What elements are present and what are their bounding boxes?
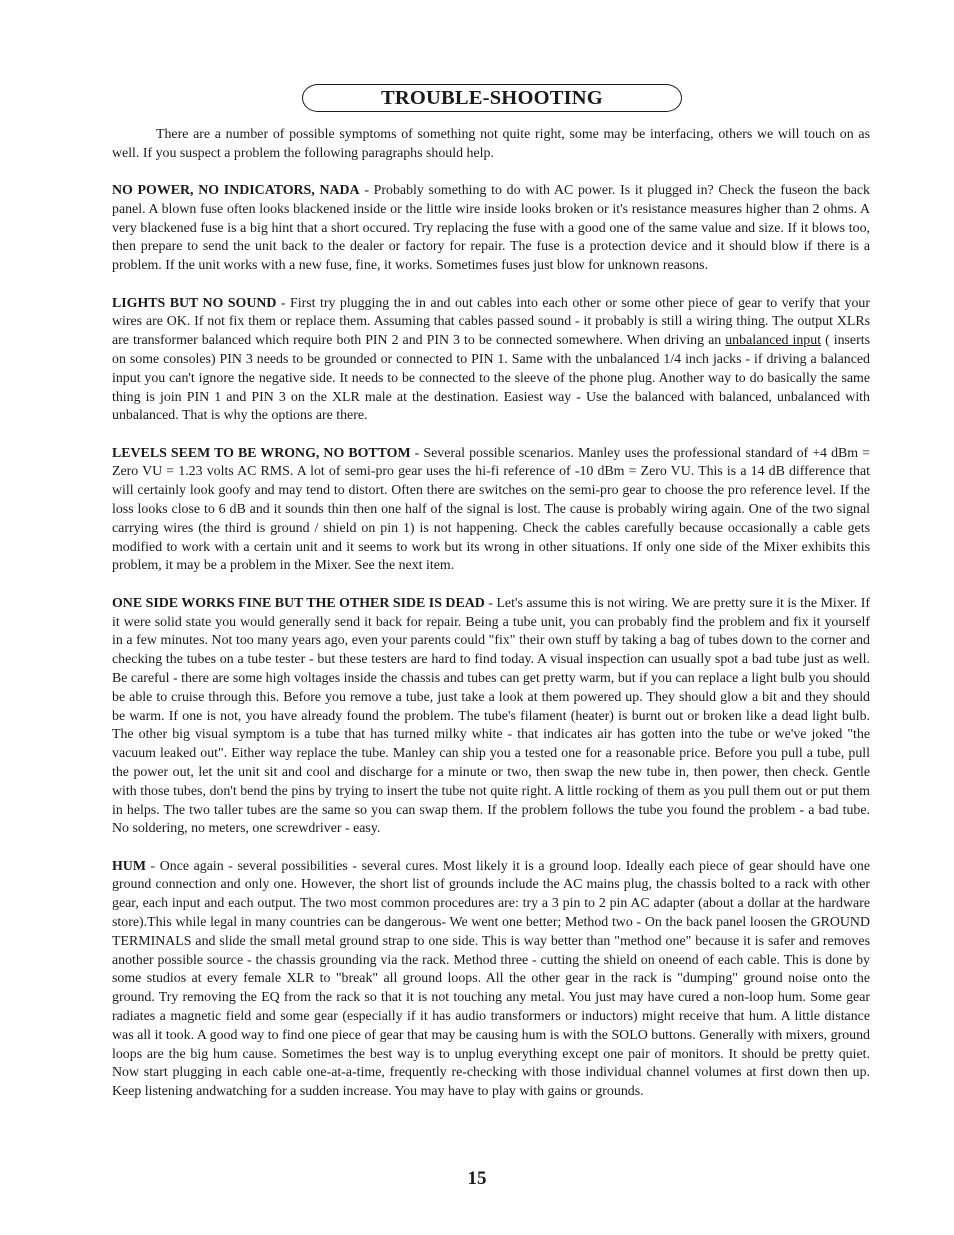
underlined-term: unbalanced input bbox=[725, 333, 822, 349]
section-text: - Once again - several possibilities - several cures. Most likely it is a ground loop. Ideally each piece of gear should have one ground connection and only one. However, the short list of grounds include the AC mains plug, the chassis bolted to a rack with other gear, each input and each output. The two most common procedures are: try a 3 pin to 2 pin AC adapter (about a dollar at the hardware store).This while legal in many countries can be dangerous- We went one better; Method two - On the back panel loosen the GROUND TERMINALS and slide the small metal ground strap to one side. This is way better than "method one" because it is safer and removes another possible source - the chassis grounding via the rack. Method three - cutting the shield on oneend of each cable. This is done by some studios at every female XLR to "break" all ground loops. All the other gear in the rack is "dumping" ground noise onto the ground. Try removing the EQ from the rack so that it is not touching any metal. You just may have cured a non-loop hum. Some gear radiates a magnetic field and some gear (especially if it has audio transformers or inductors) might receive that hum. A little distance was all it took. A good way to find one piece of gear that may be causing hum is with the SOLO buttons. Generally with mixers, ground loops are the big hum cause. Sometimes the best way is to unplug everything except one pair of monitors. It should be pretty quiet. Now start plugging in each cable one-at-a-time, frequently re-checking with those individual channel volumes at first down then up. Keep listening andwatching for a sudden increase. You may have to play with gains or grounds. bbox=[112, 858, 870, 1100]
section-heading: NO POWER, NO INDICATORS, NADA bbox=[112, 183, 360, 199]
section-levels-wrong bbox=[112, 445, 870, 577]
section-text: - Let's assume this is not wiring. We are pretty sure it is the Mixer. If it were solid state you would generally send it back for repair. Being a tube unit, you can probably find the problem and fix it yourself in a few minutes. Not too many years ago, even your parents could "fix" their own stuff by taking a bag of tubes down to the corner and checking the tubes on a tube tester - but these testers are hard to find today. A visual inspection can usually spot a bad tube just as well. Be careful - there are some high voltages inside the chassis and tubes can get pretty warm, but if you can replace a light bulb you should be able to cruise through this. Before you remove a tube, just take a look at them powered up. They should glow a bit and they should be warm. If one is not, you have already found the problem. The tube's filament (heater) is burnt out or broken like a dead light bulb. The other big visual symptom is a tube that has turned milky white - that indicates air has gotten into the tube or we've joked "the vacuum leaked out". Either way replace the tube. Manley can ship you a tested one for a reasonable price. Before you pull a tube, pull the power out, let the unit sit and cool and discharge for a minute or two, then swap the new tube in, then power, then check. Gentle with those tubes, don't bend the pins by trying to insert the tube not quite right. A little rocking of them as you pull them out or put them in helps. The two taller tubes are the same so you can swap them. If the problem follows the tube you found the problem - a bad tube. No soldering, no meters, one screwdriver - easy. bbox=[112, 595, 870, 837]
section-one-side-dead bbox=[112, 595, 870, 839]
section-text: ( inserts on some consoles) PIN 3 needs to be grounded or connected to PIN 1. Same with the unbalanced 1/4 inch jacks - if driving a balanced input you can't ignore the negative side. It needs to be connected to the sleeve of the phone plug. Another way to do basically the same thing is join PIN 1 and PIN 3 on the XLR male at the destination. Easiest way - Use the balanced with balanced, unbalanced with unbalanced. That is why the options are there. bbox=[112, 333, 870, 424]
section-text: - Several possible scenarios. Manley uses the professional standard of +4 dBm = Zero VU = 1.23 volts AC RMS. A lot of semi-pro gear uses the hi-fi reference of -10 dBm = Zero VU. This is a 14 dB difference that will certainly look goofy and may tend to distort. Often there are switches on the semi-pro gear to choose the pro reference level. If the loss looks close to 6 dB and it sounds thin then one half of the signal is lost. The cause is probably wiring again. One of the two signal carrying wires (the third is ground / shield on pin 1) is not happening. Check the cables carefully because occasionally a cable gets modified to work with a certain unit and it seems to work but its wrong in other situations. If only one side of the Mixer exhibits this problem, it may be a problem in the Mixer. See the next item. bbox=[112, 445, 870, 574]
section-hum bbox=[112, 858, 870, 1102]
section-no-power bbox=[112, 182, 870, 276]
section-heading: HUM bbox=[112, 858, 146, 874]
section-text: - First try plugging the in and out cables into each other or some other piece of gear to verify that your wires are OK. If not fix them or replace them. Assuming that cables passed sound - it probably is still a wiring thing. The output XLRs are transformer balanced which require both PIN 2 and PIN 3 to be connected somewhere. When driving an bbox=[112, 295, 870, 349]
page-title: TROUBLE-SHOOTING bbox=[381, 87, 603, 109]
section-heading: LIGHTS BUT NO SOUND bbox=[112, 295, 277, 311]
section-text: - Probably something to do with AC power. Is it plugged in? Check the fuseon the back panel. A blown fuse often looks blackened inside or the little wire inside looks broken or it's resistance measures higher than 2 ohms. A very blackened fuse is a big hint that a short occured. Try replacing the fuse with a good one of the same value and size. If it blows too, then prepare to send the unit back to the dealer or factory for repair. The fuse is a protection device and it should blow if there is a problem. If the unit works with a new fuse, fine, it works. Sometimes fuses just blow for unknown reasons. bbox=[112, 183, 871, 274]
intro-paragraph: There are a number of possible symptoms of something not quite right, some may be interfacing, others we will touch on as well. If you suspect a problem the following paragraphs should help. bbox=[112, 127, 870, 161]
page-number: 15 bbox=[467, 1168, 487, 1189]
section-title-frame bbox=[302, 84, 682, 112]
document-body bbox=[112, 126, 870, 1120]
section-heading: LEVELS SEEM TO BE WRONG, NO BOTTOM bbox=[112, 445, 411, 461]
section-lights-no-sound bbox=[112, 295, 870, 427]
section-heading: ONE SIDE WORKS FINE BUT THE OTHER SIDE IS DEAD bbox=[112, 595, 485, 611]
